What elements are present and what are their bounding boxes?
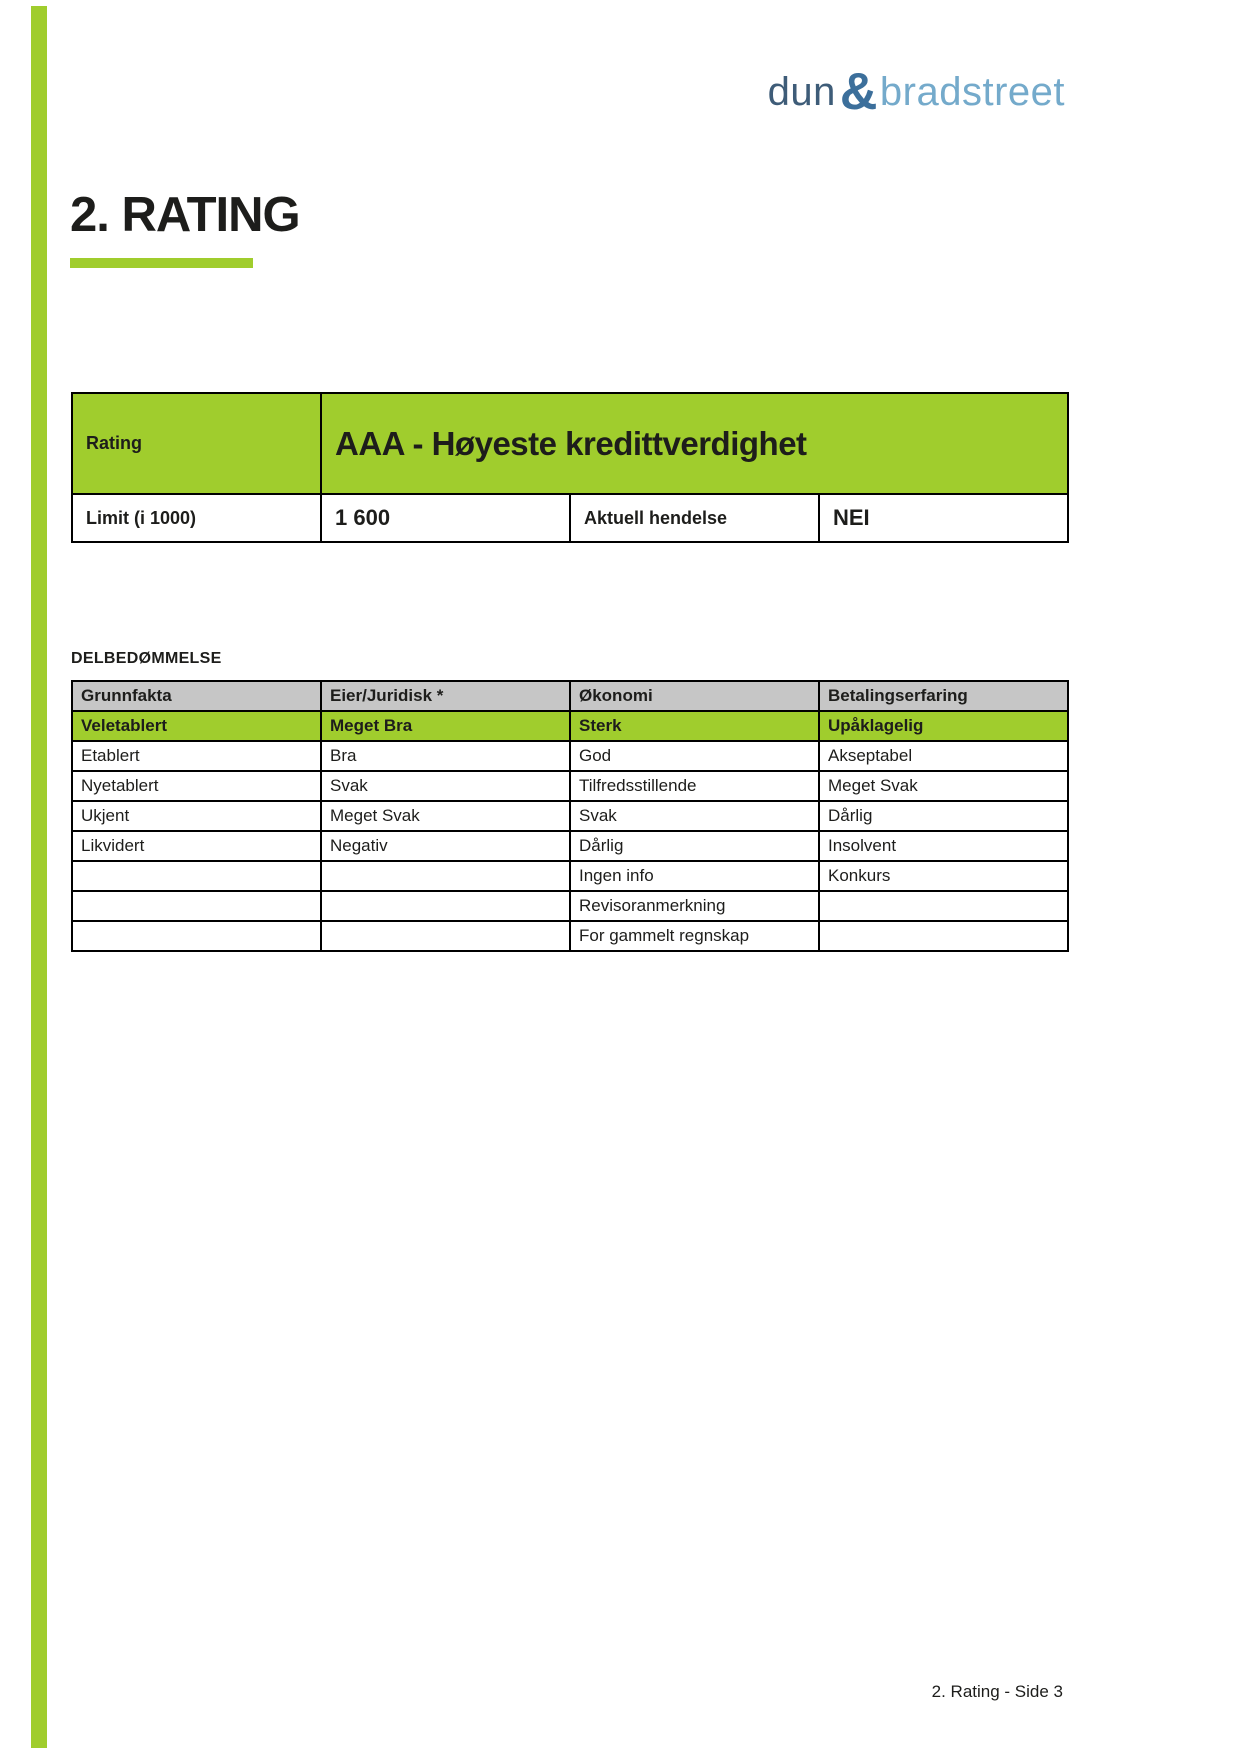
table-cell: Tilfredsstillende (570, 771, 819, 801)
logo-ampersand-icon: & (839, 63, 878, 121)
page-title-underline (70, 258, 253, 268)
table-cell (321, 891, 570, 921)
table-cell: Veletablert (72, 711, 321, 741)
table-cell: For gammelt regnskap (570, 921, 819, 951)
table-cell: Meget Bra (321, 711, 570, 741)
limit-value-cell: 1 600 (321, 494, 570, 542)
page-edge-accent-bar (31, 6, 47, 1748)
table-cell: Revisoranmerkning (570, 891, 819, 921)
table-cell: Svak (321, 771, 570, 801)
table-cell: Likvidert (72, 831, 321, 861)
event-label-cell: Aktuell hendelse (570, 494, 819, 542)
table-cell: Insolvent (819, 831, 1068, 861)
table-cell: Bra (321, 741, 570, 771)
highlighted-rating-row (72, 711, 1068, 741)
column-header: Betalingserfaring (819, 681, 1068, 711)
table-cell (321, 861, 570, 891)
table-cell: Nyetablert (72, 771, 321, 801)
dun-bradstreet-logo (768, 64, 1065, 121)
page-footer: 2. Rating - Side 3 (931, 1682, 1063, 1701)
event-value-cell: NEI (819, 494, 1068, 542)
table-cell: Sterk (570, 711, 819, 741)
table-row (72, 831, 1068, 861)
table-cell: Ingen info (570, 861, 819, 891)
table-cell: Meget Svak (321, 801, 570, 831)
assessment-table (71, 680, 1069, 952)
table-row (72, 801, 1068, 831)
table-cell: Negativ (321, 831, 570, 861)
table-cell (819, 921, 1068, 951)
table-cell (72, 891, 321, 921)
table-cell: Svak (570, 801, 819, 831)
table-cell: Ukjent (72, 801, 321, 831)
column-header: Eier/Juridisk * (321, 681, 570, 711)
table-cell: Dårlig (819, 801, 1068, 831)
table-row (72, 771, 1068, 801)
rating-summary-table (71, 392, 1069, 543)
table-cell (72, 921, 321, 951)
table-cell (72, 861, 321, 891)
table-cell: Meget Svak (819, 771, 1068, 801)
logo-text-bradstreet: bradstreet (879, 70, 1065, 114)
rating-value-cell: AAA - Høyeste kredittverdighet (321, 393, 1068, 494)
table-row (72, 921, 1068, 951)
table-row (72, 861, 1068, 891)
table-cell: Akseptabel (819, 741, 1068, 771)
table-row (72, 891, 1068, 921)
column-header: Økonomi (570, 681, 819, 711)
page-title: 2. RATING (70, 188, 300, 242)
table-row (72, 494, 1068, 542)
logo-text-dun: dun (767, 70, 836, 114)
table-row (72, 393, 1068, 494)
table-cell: Konkurs (819, 861, 1068, 891)
rating-label-cell: Rating (72, 393, 321, 494)
table-cell (819, 891, 1068, 921)
assessment-section-title: DELBEDØMMELSE (71, 650, 222, 667)
table-cell (321, 921, 570, 951)
table-header-row (72, 681, 1068, 711)
column-header: Grunnfakta (72, 681, 321, 711)
table-row (72, 741, 1068, 771)
limit-label-cell: Limit (i 1000) (72, 494, 321, 542)
table-cell: Dårlig (570, 831, 819, 861)
table-cell: God (570, 741, 819, 771)
table-cell: Upåklagelig (819, 711, 1068, 741)
table-cell: Etablert (72, 741, 321, 771)
